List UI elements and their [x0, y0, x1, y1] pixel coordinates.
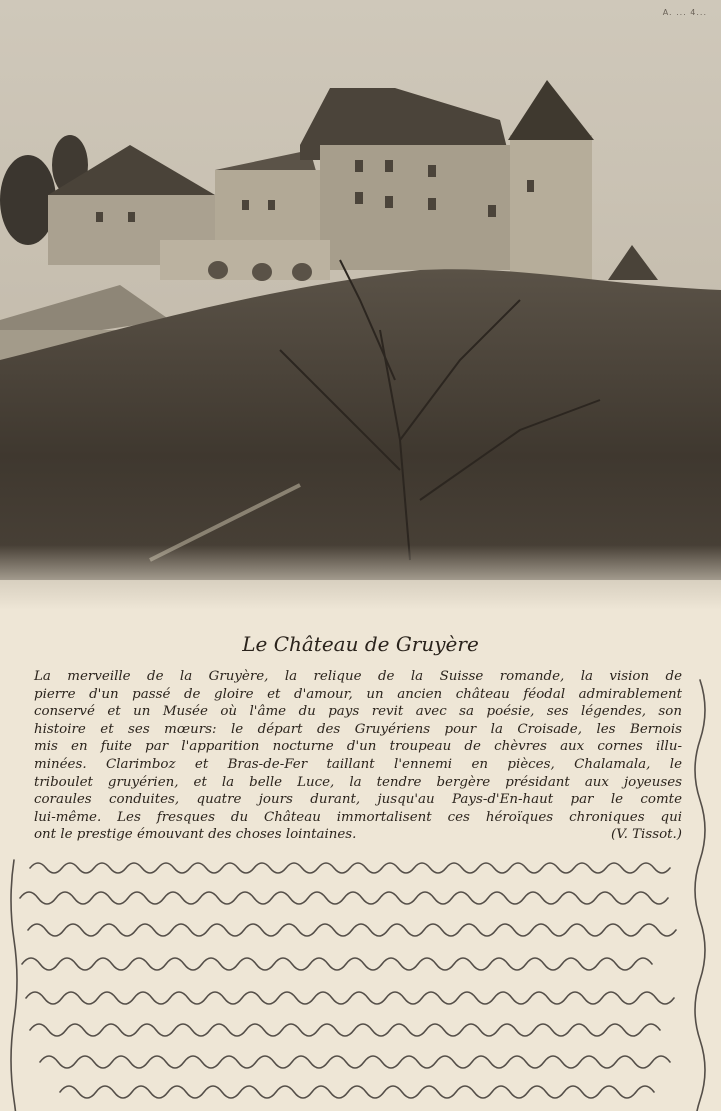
text-line: lui-même. Les fresques du Château immortalisent ces héroïques chroniques qui: [34, 809, 682, 825]
text-line: coraules conduites, quatre jours durant, jusqu'au Pays-d'En-haut par le comte: [34, 792, 682, 808]
text-line: La merveille de la Gruyère, la relique de la Suisse romande, la vision de: [34, 669, 682, 684]
text-line: pierre d'un passé de gloire et d'amour, un ancien château féodal admirablement: [34, 686, 682, 702]
postcard-title: Le Château de Gruyère: [242, 632, 479, 656]
text-line: conservé et un Musée où l'âme du pays revit avec sa poésie, ses légendes, son: [34, 704, 682, 720]
text-line: triboulet gruyérien, et la belle Luce, la tendre bergère présidant aux joyeuses: [34, 774, 682, 790]
author-signature: (V. Tissot.): [611, 827, 682, 843]
text-line: ont le prestige émouvant des choses lointaines.: [34, 827, 357, 843]
text-line: histoire et ses mœurs: le départ des Gruyériens pour la Croisade, les Bernois: [34, 721, 682, 737]
text-line-last: [34, 826, 682, 844]
text-line: minées. Clarimboz et Bras-de-Fer taillant l'ennemi en pièces, Chalamala, le: [34, 756, 682, 772]
text-line: mis en fuite par l'apparition nocturne d'un troupeau de chèvres aux cornes illu-: [34, 739, 682, 755]
printed-description: [34, 668, 682, 844]
corner-annotation: A. ... 4...: [662, 8, 707, 17]
